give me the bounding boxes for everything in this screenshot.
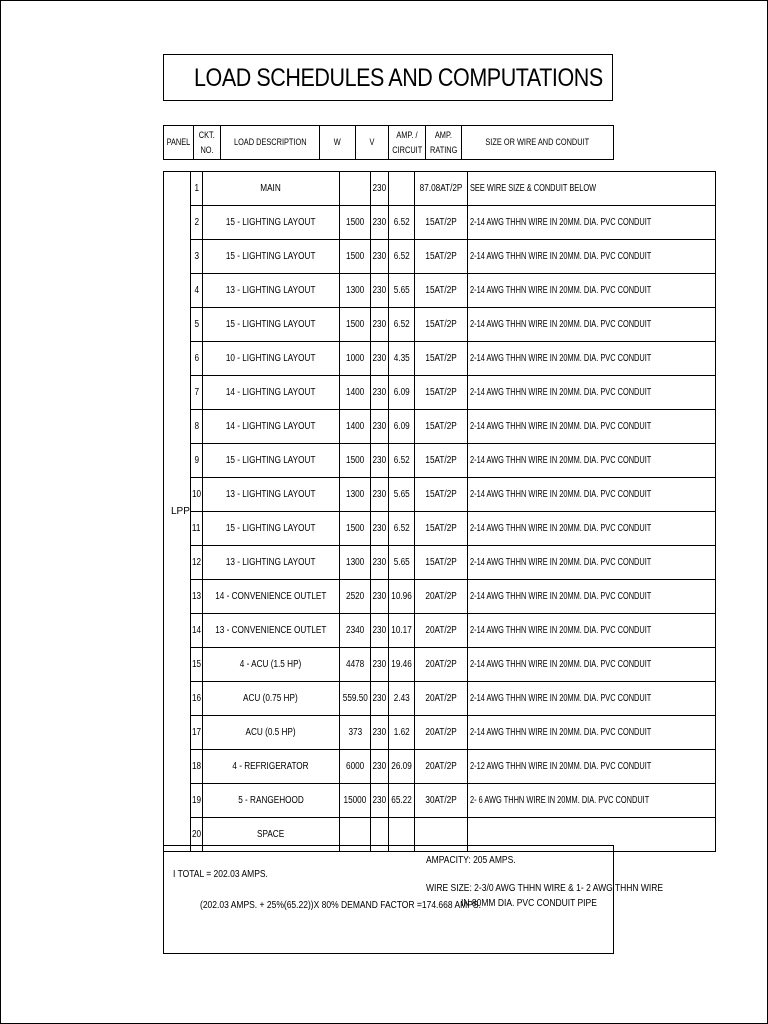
load-description: 15 - LIGHTING LAYOUT — [203, 308, 340, 342]
watts: 2520 — [339, 580, 371, 614]
circuit-number: 6 — [190, 342, 202, 376]
amp-rating: 15AT/2P — [414, 240, 467, 274]
circuit-number: 13 — [190, 580, 202, 614]
volts: 230 — [371, 376, 389, 410]
circuit-number: 7 — [190, 376, 202, 410]
table-row — [164, 308, 716, 342]
load-description: 14 - LIGHTING LAYOUT — [203, 376, 340, 410]
amp-per-circuit: 10.17 — [388, 614, 414, 648]
load-description: 5 - RANGEHOOD — [203, 784, 340, 818]
watts: 1000 — [339, 342, 371, 376]
load-description: SPACE — [203, 818, 340, 852]
circuit-number: 15 — [190, 648, 202, 682]
table-row — [164, 478, 716, 512]
wire-size-conduit: 2-14 AWG THHN WIRE IN 20MM. DIA. PVC CONDUIT — [468, 240, 716, 274]
load-description: 14 - CONVENIENCE OUTLET — [203, 580, 340, 614]
header-v: V — [355, 126, 388, 160]
table-row — [164, 716, 716, 750]
table-row — [164, 206, 716, 240]
amp-rating: 20AT/2P — [414, 750, 467, 784]
header-load-description: LOAD DESCRIPTION — [220, 126, 320, 160]
amp-rating: 15AT/2P — [414, 376, 467, 410]
watts: 15000 — [339, 784, 371, 818]
header-amp-circuit: AMP. / CIRCUIT — [388, 126, 426, 160]
table-row — [164, 410, 716, 444]
volts: 230 — [371, 546, 389, 580]
circuit-number: 3 — [190, 240, 202, 274]
wire-size: WIRE SIZE: 2-3/0 AWG THHN WIRE & 1- 2 AWG THHN WIRE — [426, 883, 664, 894]
watts: 1300 — [339, 546, 371, 580]
header-size: SIZE OR WIRE AND CONDUIT — [462, 126, 614, 160]
amp-per-circuit: 19.46 — [388, 648, 414, 682]
watts: 1500 — [339, 308, 371, 342]
wire-size-conduit: 2-14 AWG THHN WIRE IN 20MM. DIA. PVC CONDUIT — [468, 274, 716, 308]
wire-size-conduit: 2-14 AWG THHN WIRE IN 20MM. DIA. PVC CONDUIT — [468, 546, 716, 580]
watts: 1500 — [339, 512, 371, 546]
load-description: ACU (0.5 HP) — [203, 716, 340, 750]
circuit-number: 2 — [190, 206, 202, 240]
amp-rating: 15AT/2P — [414, 206, 467, 240]
wire-size-conduit: 2-14 AWG THHN WIRE IN 20MM. DIA. PVC CONDUIT — [468, 580, 716, 614]
wire-size-conduit: 2-14 AWG THHN WIRE IN 20MM. DIA. PVC CONDUIT — [468, 716, 716, 750]
watts: 373 — [339, 716, 371, 750]
amp-rating: 15AT/2P — [414, 410, 467, 444]
title-box — [163, 54, 613, 101]
header-row — [164, 126, 614, 160]
amp-per-circuit: 6.09 — [388, 376, 414, 410]
load-description: 15 - LIGHTING LAYOUT — [203, 206, 340, 240]
total-current: I TOTAL = 202.03 AMPS. — [173, 869, 268, 880]
amp-rating: 87.08AT/2P — [414, 172, 467, 206]
document-title: LOAD SCHEDULES AND COMPUTATIONS — [194, 64, 603, 92]
table-row — [164, 614, 716, 648]
amp-per-circuit: 6.52 — [388, 444, 414, 478]
watts: 1400 — [339, 376, 371, 410]
amp-rating: 20AT/2P — [414, 580, 467, 614]
amp-per-circuit: 6.52 — [388, 206, 414, 240]
amp-per-circuit: 4.35 — [388, 342, 414, 376]
load-description: 13 - LIGHTING LAYOUT — [203, 478, 340, 512]
wire-size-conduit: 2-14 AWG THHN WIRE IN 20MM. DIA. PVC CONDUIT — [468, 682, 716, 716]
watts: 4478 — [339, 648, 371, 682]
amp-per-circuit — [388, 172, 414, 206]
amp-rating: 15AT/2P — [414, 308, 467, 342]
volts: 230 — [371, 682, 389, 716]
amp-per-circuit: 26.09 — [388, 750, 414, 784]
load-schedule-table — [163, 171, 716, 852]
wire-size-conduit: 2-14 AWG THHN WIRE IN 20MM. DIA. PVC CONDUIT — [468, 648, 716, 682]
load-description: 4 - ACU (1.5 HP) — [203, 648, 340, 682]
watts: 1500 — [339, 444, 371, 478]
circuit-number: 8 — [190, 410, 202, 444]
table-row — [164, 546, 716, 580]
load-description: 4 - REFRIGERATOR — [203, 750, 340, 784]
amp-rating: 20AT/2P — [414, 614, 467, 648]
amp-rating: 20AT/2P — [414, 716, 467, 750]
amp-rating: 15AT/2P — [414, 444, 467, 478]
wire-size-conduit: 2- 6 AWG THHN WIRE IN 20MM. DIA. PVC CONDUIT — [468, 784, 716, 818]
volts: 230 — [371, 512, 389, 546]
volts: 230 — [371, 750, 389, 784]
watts: 1300 — [339, 478, 371, 512]
wire-size-conduit: SEE WIRE SIZE & CONDUIT BELOW — [468, 172, 716, 206]
volts: 230 — [371, 648, 389, 682]
volts: 230 — [371, 410, 389, 444]
circuit-number: 20 — [190, 818, 202, 852]
amp-per-circuit: 10.96 — [388, 580, 414, 614]
table-row — [164, 342, 716, 376]
circuit-number: 5 — [190, 308, 202, 342]
table-row — [164, 648, 716, 682]
volts: 230 — [371, 716, 389, 750]
header-panel: PANEL — [164, 126, 194, 160]
load-description: 13 - LIGHTING LAYOUT — [203, 546, 340, 580]
load-description: 15 - LIGHTING LAYOUT — [203, 512, 340, 546]
circuit-number: 11 — [190, 512, 202, 546]
load-description: 14 - LIGHTING LAYOUT — [203, 410, 340, 444]
watts: 1400 — [339, 410, 371, 444]
load-description: 15 - LIGHTING LAYOUT — [203, 240, 340, 274]
load-description: 13 - CONVENIENCE OUTLET — [203, 614, 340, 648]
amp-per-circuit: 6.09 — [388, 410, 414, 444]
amp-per-circuit: 6.52 — [388, 240, 414, 274]
amp-rating: 15AT/2P — [414, 512, 467, 546]
amp-rating: 20AT/2P — [414, 648, 467, 682]
amp-per-circuit: 2.43 — [388, 682, 414, 716]
demand-computation: (202.03 AMPS. + 25%(65.22))X 80% DEMAND FACTOR =174.668 AMPS. — [200, 900, 481, 911]
wire-size-conduit: IN 80MM DIA. PVC CONDUIT PIPE — [461, 898, 597, 909]
volts: 230 — [371, 172, 389, 206]
table-row — [164, 376, 716, 410]
load-description: 10 - LIGHTING LAYOUT — [203, 342, 340, 376]
amp-per-circuit: 5.65 — [388, 546, 414, 580]
volts: 230 — [371, 580, 389, 614]
wire-size-conduit: 2-14 AWG THHN WIRE IN 20MM. DIA. PVC CONDUIT — [468, 512, 716, 546]
wire-size-conduit: 2-14 AWG THHN WIRE IN 20MM. DIA. PVC CONDUIT — [468, 308, 716, 342]
table-row — [164, 682, 716, 716]
amp-per-circuit: 65.22 — [388, 784, 414, 818]
wire-size-conduit: 2-14 AWG THHN WIRE IN 20MM. DIA. PVC CONDUIT — [468, 410, 716, 444]
circuit-number: 1 — [190, 172, 202, 206]
circuit-number: 9 — [190, 444, 202, 478]
header-w: W — [320, 126, 356, 160]
watts: 1300 — [339, 274, 371, 308]
volts: 230 — [371, 444, 389, 478]
circuit-number: 16 — [190, 682, 202, 716]
amp-per-circuit: 1.62 — [388, 716, 414, 750]
circuit-number: 12 — [190, 546, 202, 580]
table-row — [164, 274, 716, 308]
circuit-number: 4 — [190, 274, 202, 308]
table-row — [164, 750, 716, 784]
circuit-number: 19 — [190, 784, 202, 818]
volts: 230 — [371, 308, 389, 342]
watts: 6000 — [339, 750, 371, 784]
wire-size-conduit: 2-14 AWG THHN WIRE IN 20MM. DIA. PVC CONDUIT — [468, 444, 716, 478]
table-row — [164, 172, 716, 206]
wire-size-conduit: 2-14 AWG THHN WIRE IN 20MM. DIA. PVC CONDUIT — [468, 342, 716, 376]
circuit-number: 14 — [190, 614, 202, 648]
amp-per-circuit: 6.52 — [388, 308, 414, 342]
volts: 230 — [371, 614, 389, 648]
volts: 230 — [371, 274, 389, 308]
watts: 1500 — [339, 240, 371, 274]
header-ckt-no: CKT. NO. — [193, 126, 220, 160]
volts: 230 — [371, 240, 389, 274]
load-description: 13 - LIGHTING LAYOUT — [203, 274, 340, 308]
panel-name: LPP — [164, 172, 191, 852]
watts: 559.50 — [339, 682, 371, 716]
circuit-number: 10 — [190, 478, 202, 512]
watts — [339, 172, 371, 206]
amp-rating: 15AT/2P — [414, 478, 467, 512]
amp-rating: 30AT/2P — [414, 784, 467, 818]
watts: 2340 — [339, 614, 371, 648]
circuit-number: 17 — [190, 716, 202, 750]
header-amp-rating: AMP. RATING — [426, 126, 462, 160]
wire-size-conduit: 2-14 AWG THHN WIRE IN 20MM. DIA. PVC CONDUIT — [468, 206, 716, 240]
wire-size-conduit: 2-14 AWG THHN WIRE IN 20MM. DIA. PVC CONDUIT — [468, 614, 716, 648]
amp-rating: 15AT/2P — [414, 274, 467, 308]
table-row — [164, 240, 716, 274]
load-description: 15 - LIGHTING LAYOUT — [203, 444, 340, 478]
load-description: MAIN — [203, 172, 340, 206]
table-row — [164, 580, 716, 614]
amp-per-circuit: 6.52 — [388, 512, 414, 546]
amp-rating: 20AT/2P — [414, 682, 467, 716]
header-table — [163, 125, 614, 160]
volts: 230 — [371, 206, 389, 240]
amp-rating: 15AT/2P — [414, 342, 467, 376]
circuit-number: 18 — [190, 750, 202, 784]
table-row — [164, 784, 716, 818]
wire-size-conduit: 2-14 AWG THHN WIRE IN 20MM. DIA. PVC CONDUIT — [468, 478, 716, 512]
amp-per-circuit: 5.65 — [388, 274, 414, 308]
watts: 1500 — [339, 206, 371, 240]
amp-per-circuit: 5.65 — [388, 478, 414, 512]
ampacity: AMPACITY: 205 AMPS. — [426, 855, 516, 866]
volts: 230 — [371, 342, 389, 376]
wire-size-conduit: 2-12 AWG THHN WIRE IN 20MM. DIA. PVC CONDUIT — [468, 750, 716, 784]
table-row — [164, 444, 716, 478]
wire-size-conduit: 2-14 AWG THHN WIRE IN 20MM. DIA. PVC CONDUIT — [468, 376, 716, 410]
load-description: ACU (0.75 HP) — [203, 682, 340, 716]
table-row — [164, 512, 716, 546]
amp-rating: 15AT/2P — [414, 546, 467, 580]
table-body — [164, 172, 716, 852]
summary-box — [163, 845, 664, 954]
volts: 230 — [371, 478, 389, 512]
volts: 230 — [371, 784, 389, 818]
